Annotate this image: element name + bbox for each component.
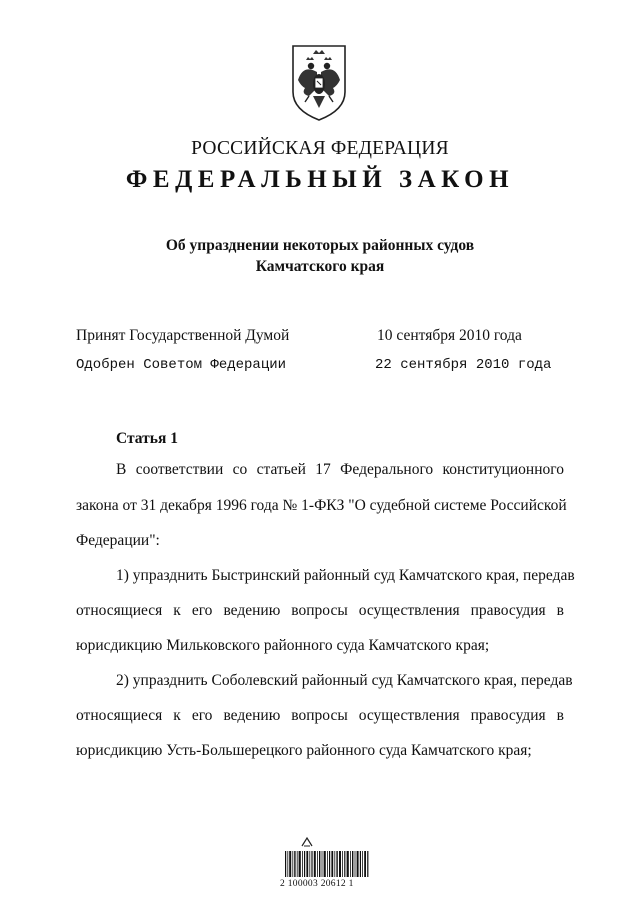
council-approval-date: 22 сентября 2010 года: [375, 357, 552, 373]
article-text-line: юрисдикцию Мильковского районного суда Камчатского края;: [76, 637, 490, 654]
barcode-mark-icon: [300, 836, 314, 848]
article-text-line: В соответствии со статьей 17 Федерального конституционного: [116, 461, 564, 478]
duma-adoption-date: 10 сентября 2010 года: [377, 327, 522, 344]
article-text-line: юрисдикцию Усть-Большерецкого районного суда Камчатского края;: [76, 742, 532, 759]
barcode-number: 2 100003 20612 1: [280, 879, 354, 889]
council-approval-label: Одобрен Советом Федерации: [76, 357, 287, 373]
law-title-line: Об упразднении некоторых районных судов: [165, 237, 475, 254]
article-text-line: относящиеся к его ведению вопросы осуществления правосудия в: [76, 602, 564, 619]
duma-adoption-label: Принят Государственной Думой: [76, 327, 290, 344]
law-title-line: Камчатского края: [255, 258, 385, 275]
country-heading: РОССИЙСКАЯ ФЕДЕРАЦИЯ: [191, 138, 449, 159]
article-text-line: закона от 31 декабря 1996 года № 1-ФКЗ "О судебной системе Российской: [76, 497, 567, 514]
article-text-line: относящиеся к его ведению вопросы осуществления правосудия в: [76, 707, 564, 724]
article-heading: Статья 1: [116, 430, 178, 447]
article-text-line: 2) упразднить Соболевский районный суд Камчатского края, передав: [116, 672, 573, 689]
coat-of-arms-emblem: [289, 44, 349, 122]
article-text-line: Федерации":: [76, 532, 160, 549]
article-text-line: 1) упразднить Быстринский районный суд Камчатского края, передав: [116, 567, 575, 584]
barcode: [285, 851, 369, 877]
law-type-heading: ФЕДЕРАЛЬНЫЙ ЗАКОН: [125, 166, 515, 193]
